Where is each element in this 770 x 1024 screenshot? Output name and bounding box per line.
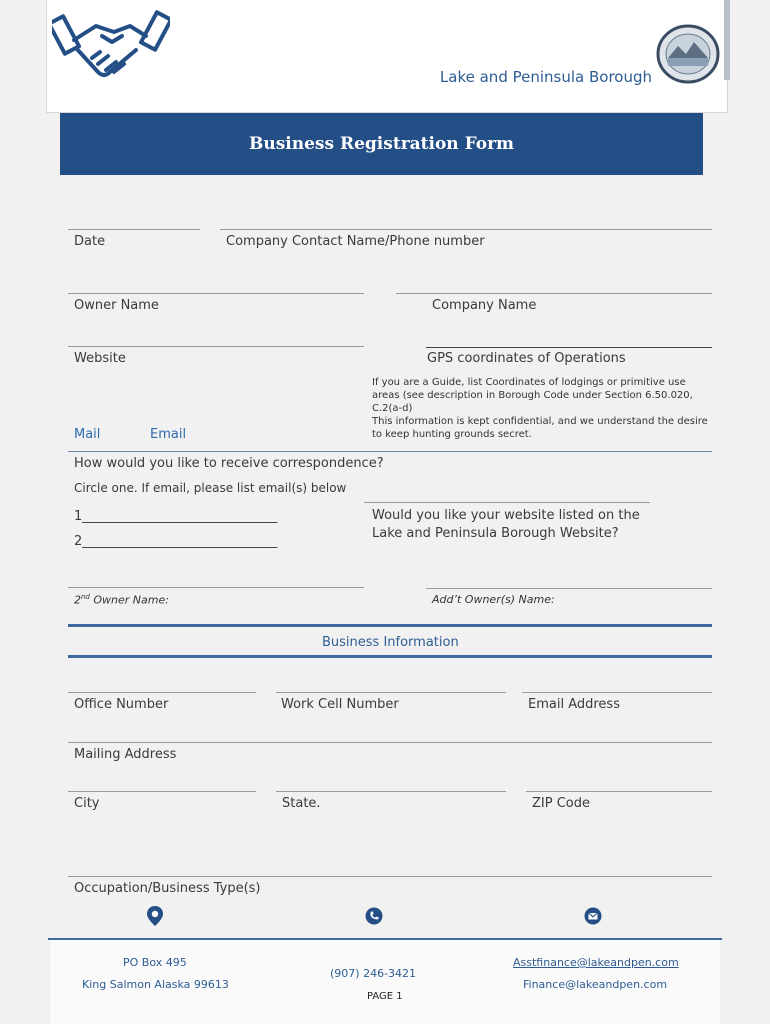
date-line[interactable] [68,229,200,230]
website-listing-line[interactable] [364,502,650,503]
correspondence-instruction: Circle one. If email, please list email(s) below [74,481,347,495]
form-title-bar [60,113,703,175]
mail-icon [584,907,602,925]
page-number: PAGE 1 [367,991,403,1002]
email-line-1[interactable]: 1______________________________ [74,509,278,524]
website-question-line1: Would you like your website listed on the [372,508,640,523]
footer-address-line1: PO Box 495 [123,956,187,969]
gps-label: GPS coordinates of Operations [427,351,626,366]
company-name-line[interactable] [396,293,712,294]
company-name-label: Company Name [432,298,537,313]
state-line[interactable] [276,791,506,792]
office-number-label: Office Number [74,697,169,712]
handshake-icon [52,6,170,86]
mailing-address-line[interactable] [68,742,712,743]
website-question-line2: Lake and Peninsula Borough Website? [372,526,619,541]
email-address-line[interactable] [522,692,712,693]
date-label: Date [74,234,106,249]
footer-phone: (907) 246-3421 [330,967,417,980]
additional-owners-line[interactable] [426,588,712,589]
organization-name: Lake and Peninsula Borough [439,68,652,86]
gps-note: If you are a Guide, list Coordinates of lodgings or primitive use areas (see description in Borough Code under Section 6.50.020, C.2(a-d) This information is kept confidential, and we understand the desire to keep hunting grounds secret. [372,377,708,440]
company-contact-label: Company Contact Name/Phone number [226,234,485,249]
city-label: City [74,796,100,811]
website-line[interactable] [68,346,364,347]
mail-option[interactable]: Mail [74,427,101,442]
work-cell-label: Work Cell Number [281,697,399,712]
map-pin-icon [146,905,164,927]
footer-email-2[interactable]: Finance@lakeandpen.com [523,978,668,991]
owner-name-line[interactable] [68,293,364,294]
borough-seal-icon [656,24,720,84]
section-rule-top [68,624,712,627]
company-contact-line[interactable] [220,229,712,230]
letterhead-edge [724,0,730,80]
owner-name-label: Owner Name [74,298,159,313]
city-line[interactable] [68,791,256,792]
additional-owners-label: Add’t Owner(s) Name: [432,593,555,606]
second-owner-label: 2nd Owner Name: [74,593,169,607]
mailing-address-label: Mailing Address [74,747,177,762]
second-owner-line[interactable] [68,587,364,588]
email-option[interactable]: Email [150,427,187,442]
gps-line[interactable] [426,347,712,348]
zip-label: ZIP Code [532,796,590,811]
form-title: Business Registration Form [248,134,515,154]
office-number-line[interactable] [68,692,256,693]
occupation-label: Occupation/Business Type(s) [74,881,261,896]
state-label: State. [282,796,321,811]
footer-address-line2: King Salmon Alaska 99613 [82,978,229,991]
section-rule-bottom [68,655,712,658]
email-address-label: Email Address [528,697,620,712]
zip-line[interactable] [526,791,712,792]
correspondence-divider [68,451,712,452]
work-cell-line[interactable] [276,692,506,693]
footer-email-1[interactable]: Asstfinance@lakeandpen.com [513,956,679,969]
business-information-heading: Business Information [322,635,459,650]
occupation-line[interactable] [68,876,712,877]
email-line-2[interactable]: 2______________________________ [74,534,278,549]
phone-icon [365,907,383,925]
correspondence-question: How would you like to receive correspondence? [74,456,384,471]
website-label: Website [74,351,126,366]
